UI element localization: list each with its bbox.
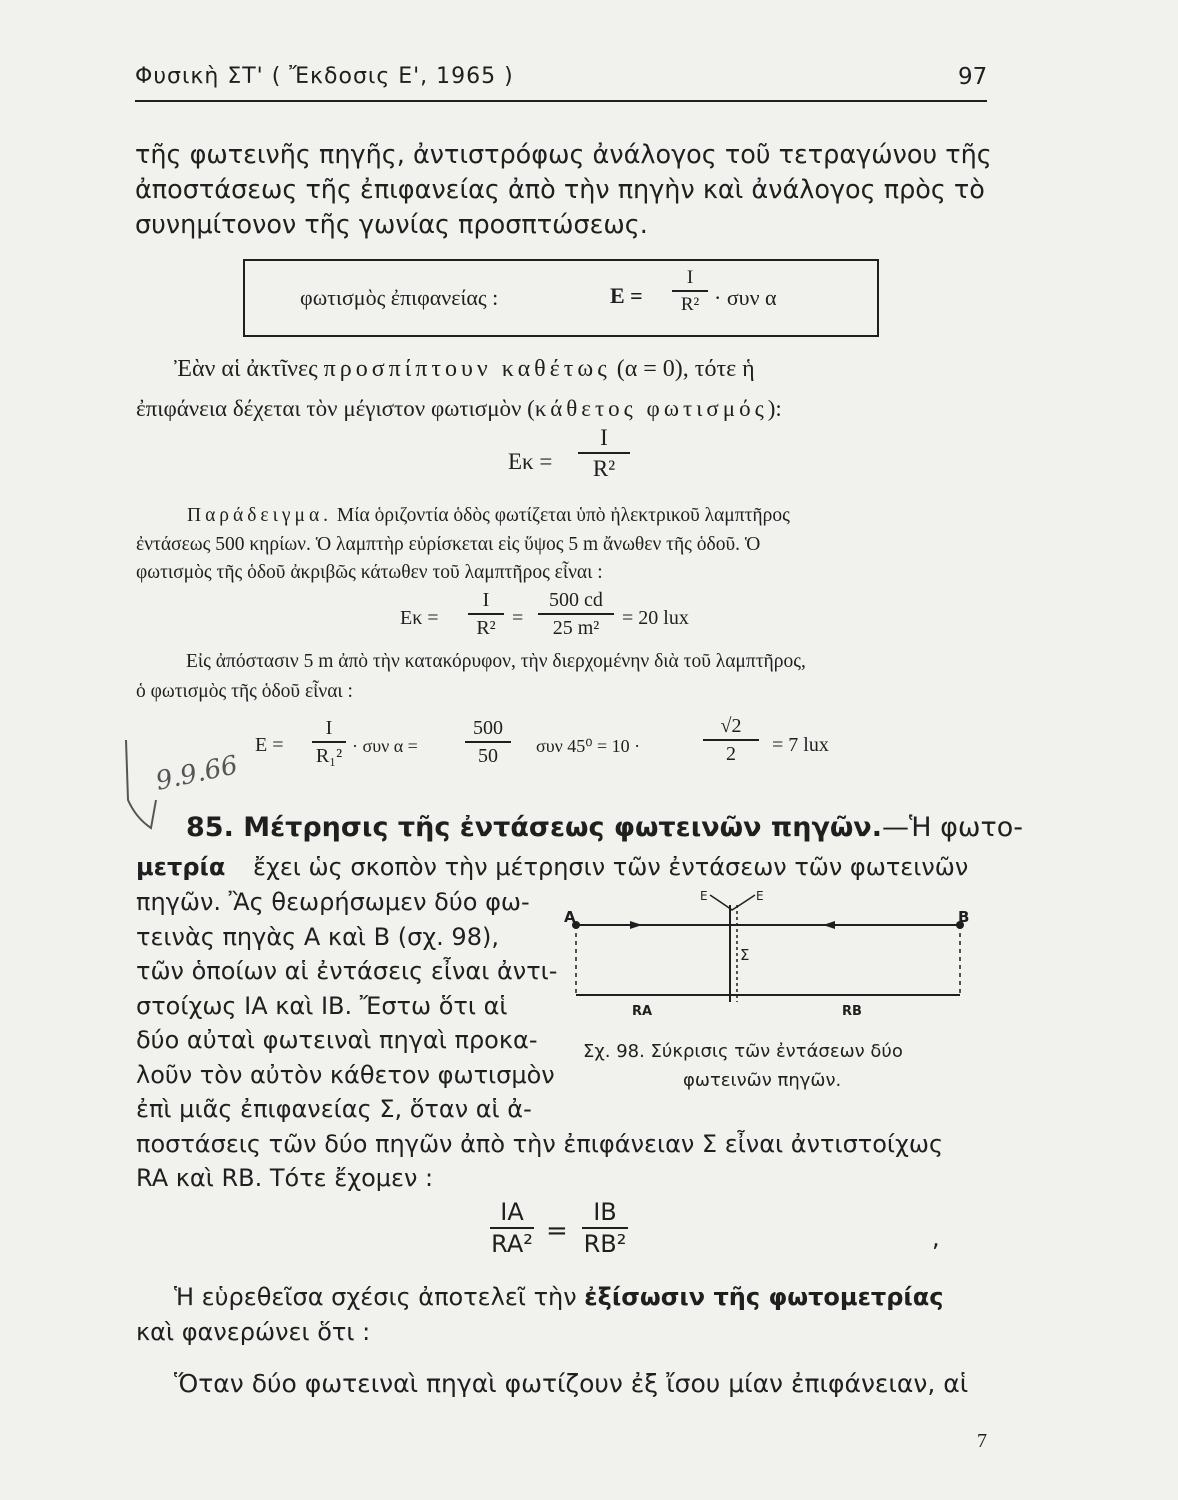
label-ra: RA <box>632 1004 653 1019</box>
fraction-bar <box>672 290 708 292</box>
intro-line: ἀποστάσεως τῆς ἐπιφανείας ἀπὸ τὴν πηγὴν καὶ ἀνάλογος πρὸς τὸ <box>135 175 985 205</box>
perpendicular-line-1 <box>174 356 755 383</box>
section-line: πηγῶν. Ἂς θεωρήσωμεν δύο φω- <box>136 888 530 916</box>
example-formula2-result: = 7 lux <box>772 734 829 756</box>
denominator: R² <box>680 294 700 315</box>
denominator: RA² <box>491 1230 533 1258</box>
section-heading <box>186 812 1023 843</box>
section-line-1 <box>136 853 968 881</box>
fraction-bar <box>582 1227 628 1229</box>
section-line: RA καὶ RB. Τότε ἔχομεν : <box>136 1164 434 1192</box>
text: Μία ὁριζοντία ὁδὸς φωτίζεται ὑπὸ ἠλεκτρικοῦ λαμπτῆρος <box>336 505 790 526</box>
numerator: 500 cd <box>549 589 603 611</box>
section-line: ἐπὶ μιᾶς ἐπιφανείας Σ, ὅταν αἱ ἀ- <box>136 1095 532 1123</box>
section-line-13: Ὅταν δύο φωτειναὶ πηγαὶ φωτίζουν ἐξ ἴσου μίαν ἐπιφάνειαν, αἱ <box>174 1369 969 1398</box>
text: ἐπιφάνεια δέχεται τὸν μέγιστον φωτισμὸν ( <box>136 396 535 421</box>
example-line-1 <box>187 505 790 527</box>
label-e-left: E <box>700 889 708 903</box>
section-line: τεινὰς πηγὰς Α καὶ Β (σχ. 98), <box>136 922 499 951</box>
running-title: Φυσικὴ ΣΤ' ( Ἔκδοσις Ε', 1965 ) <box>135 64 514 89</box>
signature-mark: 7 <box>977 1430 987 1452</box>
example-formula2-mid2: συν 45⁰ = 10 · <box>536 736 641 756</box>
text: ἔχει ὡς σκοπὸν τὴν μέτρησιν τῶν ἐντάσεων τῶν φωτεινῶν <box>253 853 969 881</box>
spaced-text: κάθετος φωτισμός <box>534 396 768 421</box>
intro-line: τῆς φωτεινῆς πηγῆς, ἀντιστρόφως ἀνάλογος τοῦ τετραγώνου τῆς <box>135 140 992 170</box>
label-b: B <box>958 908 970 926</box>
arrow-right-icon <box>630 921 642 929</box>
section-line: δύο αὐταὶ φωτειναὶ πηγαὶ προκα- <box>136 1026 538 1054</box>
section-line-12: καὶ φανερώνει ὅτι : <box>136 1318 371 1346</box>
example-line-4: Εἰς ἀπόστασιν 5 m ἀπὸ τὴν κατακόρυφον, τὴν διερχομένην διὰ τοῦ λαμπτῆρος, <box>186 651 806 672</box>
fraction-bar <box>468 613 504 615</box>
figure-caption-line-2: φωτεινῶν πηγῶν. <box>683 1070 842 1091</box>
box-formula-fraction <box>672 268 708 314</box>
figure-caption-line-1: Σχ. 98. Σύκρισις τῶν ἐντάσεων δύο <box>583 1041 903 1062</box>
fraction-bar <box>538 613 614 615</box>
header-rule <box>135 100 987 102</box>
fraction-bar <box>465 741 511 743</box>
page-number: 97 <box>958 64 988 90</box>
bold-term: ἐξίσωσιν τῆς φωτομετρίας <box>584 1283 944 1311</box>
text: Ἐὰν αἱ ἀκτῖνες <box>174 356 318 382</box>
box-formula-tail: · συν α <box>714 285 777 310</box>
perpendicular-line-2 <box>136 396 782 422</box>
example-formula2-fraction <box>312 718 346 766</box>
text: ): <box>767 396 782 421</box>
example-formula1-eq: = <box>512 607 524 629</box>
example-line-2: ἐντάσεως 500 κηρίων. Ὁ λαμπτὴρ εὑρίσκεται εἰς ὕψος 5 m ἄνωθεν τῆς ὁδοῦ. Ὁ <box>136 534 761 555</box>
fraction-bar <box>312 741 346 743</box>
arrow-left-icon <box>823 921 835 929</box>
light-rays-icon <box>710 895 755 910</box>
numerator: I <box>325 717 333 739</box>
numerator: I <box>600 425 608 450</box>
example-label: Παράδειγμα. <box>187 505 333 526</box>
example-line-3: φωτισμὸς τῆς ὁδοῦ ἀκριβῶς κάτωθεν τοῦ λαμπτῆρος εἶναι : <box>136 562 603 583</box>
section-line-11 <box>174 1283 944 1311</box>
text: (α = 0), τότε ἡ <box>616 356 755 382</box>
denominator: R₁² <box>315 745 343 767</box>
denominator: R² <box>476 617 496 639</box>
fraction-bar <box>578 452 630 454</box>
label-a: A <box>564 908 576 926</box>
handwritten-check-icon <box>126 740 156 828</box>
denominator: R² <box>592 456 616 481</box>
figure-98-diagram <box>560 880 980 1030</box>
photometry-fraction-right <box>582 1200 628 1256</box>
numerator: IB <box>593 1198 617 1226</box>
fraction-bar <box>703 739 759 741</box>
section-line: λοῦν τὸν αὐτὸν κάθετον φωτισμὸν <box>136 1060 555 1089</box>
example-formula2-lhs: E = <box>255 734 284 756</box>
numerator: 500 <box>473 717 503 739</box>
section-dash: —Ἡ φωτο- <box>881 812 1024 843</box>
denominator: 2 <box>726 743 736 765</box>
denominator: 50 <box>478 745 498 767</box>
photometry-comma: , <box>932 1224 940 1252</box>
numerator: IA <box>500 1198 524 1226</box>
example-line-5: ὁ φωτισμὸς τῆς ὁδοῦ εἶναι : <box>136 681 353 702</box>
text: Ἡ εὑρεθεῖσα σχέσις ἀποτελεῖ τὴν <box>174 1283 577 1311</box>
denominator: RB² <box>583 1230 627 1258</box>
numerator: I <box>482 589 490 611</box>
perpendicular-formula-lhs: Eκ = <box>508 449 553 474</box>
term: μετρία <box>136 853 226 881</box>
denominator: 25 m² <box>552 617 600 639</box>
example-formula1-fraction <box>468 590 504 638</box>
intro-paragraph <box>135 138 992 243</box>
box-formula-lhs: E = <box>610 283 643 308</box>
numerator: I <box>686 267 694 288</box>
fraction-bar <box>490 1227 534 1229</box>
photometry-fraction-left <box>490 1200 534 1256</box>
spaced-text: προσπίπτουν καθέτως <box>323 356 611 382</box>
intro-line: συνημίτονον τῆς γωνίας προσπτώσεως. <box>135 210 648 240</box>
box-formula-label: φωτισμὸς ἐπιφανείας : <box>300 285 499 310</box>
perpendicular-formula-fraction <box>578 426 630 480</box>
section-line: ποστάσεις τῶν δύο πηγῶν ἀπὸ τὴν ἐπιφάνειαν Σ εἶναι ἀντιστοίχως <box>136 1129 944 1158</box>
label-e-right: E <box>756 889 764 903</box>
section-line: τῶν ὁποίων αἱ ἐντάσεις εἶναι ἀντι- <box>136 957 558 985</box>
example-formula1-lhs: Eκ = <box>400 607 439 629</box>
photometry-eq-sign: = <box>546 1216 568 1246</box>
numerator: √2 <box>720 715 742 737</box>
section-title: 85. Μέτρησις τῆς ἐντάσεως φωτεινῶν πηγῶν. <box>186 812 882 843</box>
example-formula2-fraction2 <box>465 718 511 766</box>
label-sigma: Σ <box>740 946 750 964</box>
label-rb: RB <box>842 1004 862 1019</box>
handwritten-date: 9.9.66 <box>153 750 241 797</box>
example-formula1-fraction2 <box>538 590 614 638</box>
section-line: στοίχως IA καὶ IB. Ἔστω ὅτι αἱ <box>136 991 508 1020</box>
example-formula2-mid: · συν α = <box>352 736 418 756</box>
example-formula1-result: = 20 lux <box>622 607 689 629</box>
example-formula2-fraction3 <box>703 716 759 764</box>
